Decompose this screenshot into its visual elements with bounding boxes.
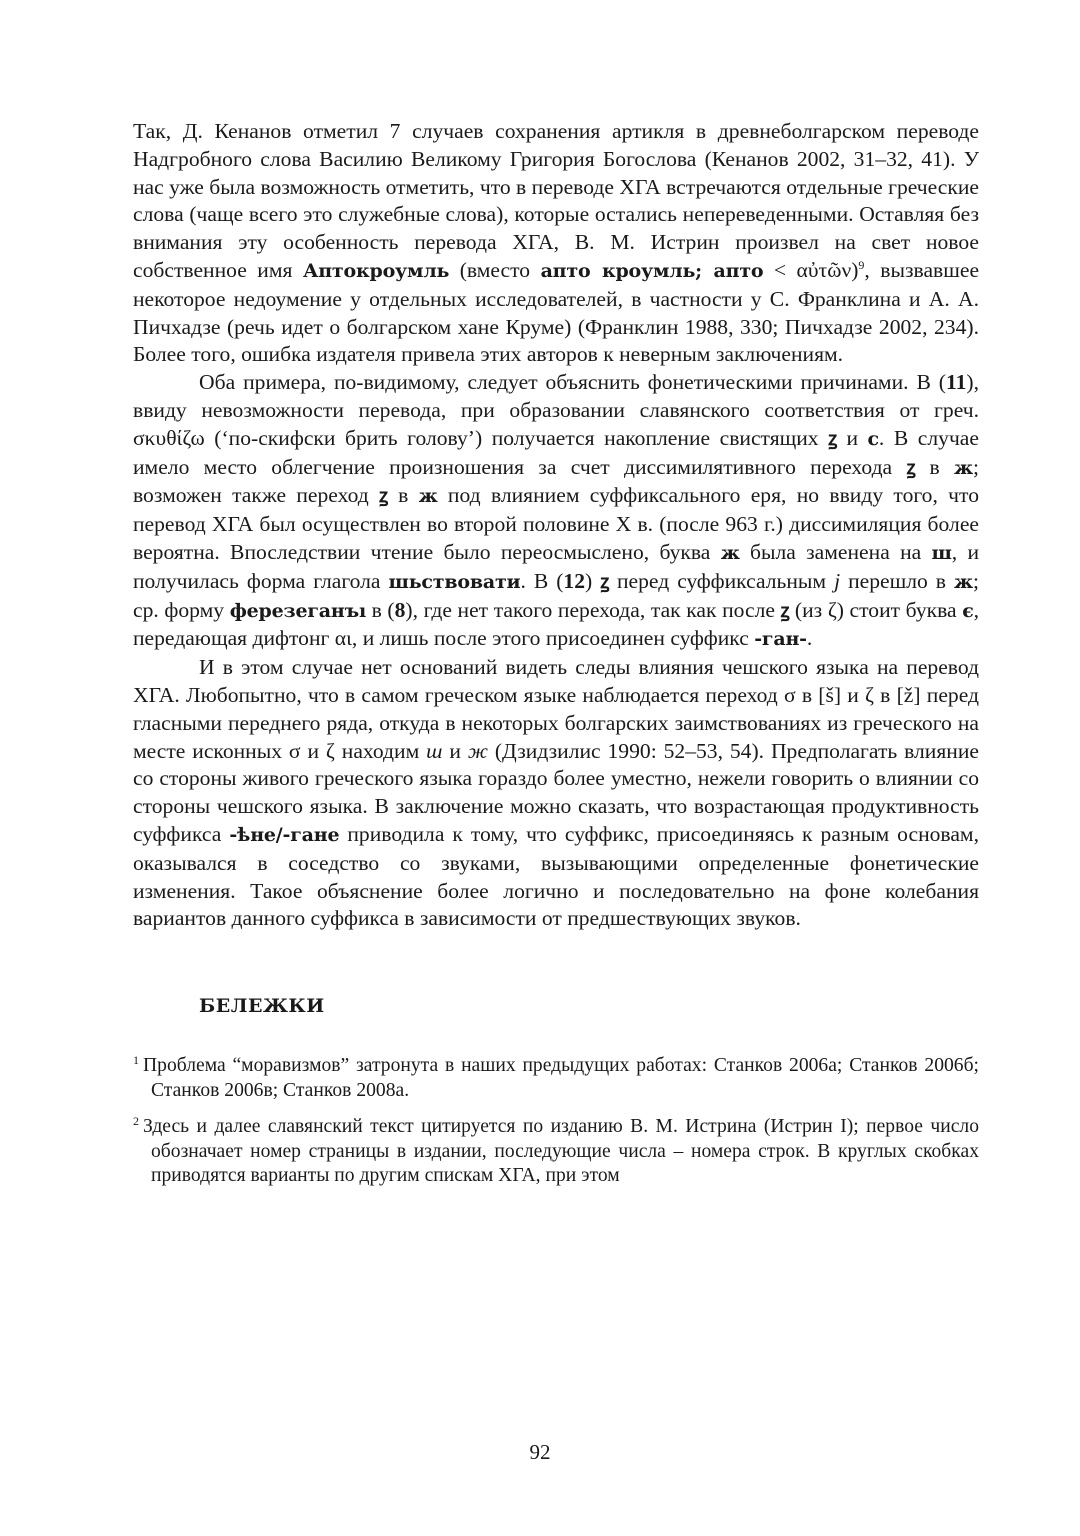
church-slavonic-letter: ж — [954, 570, 973, 593]
text-span: . В случае имело место облегчение произношения за счет диссимилятивного перехода — [133, 425, 979, 479]
text-span: в ( — [365, 597, 395, 622]
section-title: БЕЛЕЖКИ — [199, 995, 325, 1018]
church-slavonic-letter: ꙁ — [379, 485, 388, 508]
church-slavonic-word: Аптокроумль — [302, 259, 450, 282]
example-number: 11 — [946, 370, 967, 395]
text-span: Так, Д. Кенанов отметил 7 случаев сохранения артикля в древнеболгарском переводе Надгробного слова Василию Великому Григория Богослова (Кенанов 2002, 31–32, 41). У нас уже была возможность отметить, что в переводе ХГА встречаются отдельные греческие слова (чаще всего это служебные слова), которые остались непереведенными. Оставляя без внимания эту особенность перевода ХГА, В. М. Истрин произвел на свет новое собственное имя — [133, 119, 979, 282]
church-slavonic-letter: ꙁ — [780, 599, 790, 622]
footnote-text: Здесь и далее славянский текст цитируется по изданию В. М. Истрина (Истрин I); первое число обозначает номер страницы в издании, последующие числа – номера строк. В круглых скобках приводятся варианты по другим спискам ХГА, при этом — [143, 1116, 979, 1187]
text-span: , передающая дифтонг αι, и лишь после этого присоединен суффикс — [133, 597, 980, 651]
text-span: была заменена на — [739, 539, 932, 564]
text-span: ), ввиду невозможности перевода, при образовании славянского соответствия от греч. σκυθίζω (‘по-скифски брить голову’) получается накопление свистящих — [133, 370, 979, 450]
church-slavonic-letter: ж — [954, 456, 973, 479]
church-slavonic-letter: ж — [720, 541, 740, 564]
text-span: под влиянием суффиксального еря, но ввиду того, что перевод ХГА был осуществлен во второй половине Х в. (после 963 г.) диссимиляция более вероятна. Впоследствии чтение было переосмыслено, буква — [133, 483, 979, 564]
text-span: , вызвавшее некоторое недоумение у отдельных исследователей, в частности у С. Франклина и А. А. Пичхадзе (речь идет о болгарском хане Круме) (Франклин 1988, 330; Пичхадзе 2002, 234). Более того, ошибка издателя привела этих авторов к неверным заключениям. — [133, 257, 980, 367]
church-slavonic-letter: с — [867, 427, 879, 450]
paragraph-2 — [133, 369, 979, 654]
church-slavonic-word: шьствовати — [388, 570, 521, 593]
text-span: . В ( — [520, 568, 564, 593]
text-span: в — [387, 483, 419, 508]
text-span: и — [442, 738, 468, 763]
footnote-number: 2 — [133, 1114, 139, 1129]
church-slavonic-letter: ꙁ — [906, 456, 916, 479]
text-span: перешло в — [840, 568, 954, 593]
text-span: приводила к тому, что суффикс, присоединяясь к разным основам, оказывался в соседство со звуками, вызывающими определенные фонетические изменения. Такое объяснение более логично и последовательно на фоне колебания вариантов данного суффикса в зависимости от предшествующих звуков. — [133, 821, 979, 931]
text-span: ; ср. форму — [133, 568, 979, 622]
text-span: ; возможен также переход — [133, 454, 979, 508]
text-span: ), где нет такого перехода, так как после — [405, 597, 781, 622]
footnote-text: Проблема “моравизмов” затронута в наших предыдущих работах: Станков 2006а; Станков 2006б; Станков 2006в; Станков 2008а. — [143, 1055, 979, 1101]
church-slavonic-word: апто кроумль; апто — [540, 259, 764, 282]
church-slavonic-letter: ж — [418, 485, 438, 508]
footnote-1 — [133, 1048, 979, 1103]
text-span: ) — [585, 568, 601, 593]
paragraph-1 — [133, 118, 979, 369]
text-span: и — [836, 425, 868, 450]
footnote-number: 1 — [133, 1053, 139, 1068]
italic-letter: ш — [426, 738, 443, 763]
text-span: (Дзидзилис 1990: 52–53, 54). Предполагать влияние со стороны живого греческого языка гораздо более уместно, нежели говорить о влиянии со стороны чешского языка. В заключение можно сказать, что возрастающая продуктивность суффикса — [133, 738, 979, 846]
text-span: (из ζ) стоит буква — [789, 597, 963, 622]
example-number: 12 — [563, 568, 586, 593]
text-span: И в этом случае нет оснований видеть следы влияния чешского языка на перевод ХГА. Любопытно, что в самом греческом языке наблюдается переход σ в [š] и ζ в [ž] перед гласными переднего ряда, откуда в некоторых болгарских заимствованиях из греческого на месте исконных σ и ζ находим — [133, 655, 979, 763]
footnote-reference: 9 — [858, 257, 865, 272]
text-span: (вместо — [449, 257, 541, 282]
church-slavonic-letter: ꙁ — [828, 427, 837, 450]
text-span: . — [806, 626, 813, 651]
text-span: перед суффиксальным — [608, 568, 835, 593]
church-slavonic-suffix: -ѣне/-гане — [229, 823, 340, 846]
italic-letter: j — [834, 568, 841, 593]
text-span: Оба примера, по-видимому, следует объяснить фонетическими причинами. В ( — [199, 370, 946, 395]
page-number: 92 — [529, 1440, 551, 1464]
footnotes — [133, 1048, 979, 1189]
page-body — [133, 118, 979, 1195]
church-slavonic-letter: ш — [931, 541, 952, 564]
example-number: 8 — [394, 597, 406, 622]
paragraph-3 — [133, 654, 979, 933]
church-slavonic-word: ферезеганъı — [229, 599, 366, 622]
text-span: в — [915, 454, 954, 479]
church-slavonic-letter: є — [962, 599, 974, 622]
church-slavonic-suffix: -ган- — [754, 628, 807, 651]
church-slavonic-letter: ꙁ — [600, 570, 609, 593]
text-span: , и получилась форма глагола — [133, 539, 979, 593]
italic-letter: ж — [467, 738, 488, 763]
footnote-2 — [133, 1109, 979, 1189]
text-span: < αὐτῶν) — [763, 257, 859, 282]
